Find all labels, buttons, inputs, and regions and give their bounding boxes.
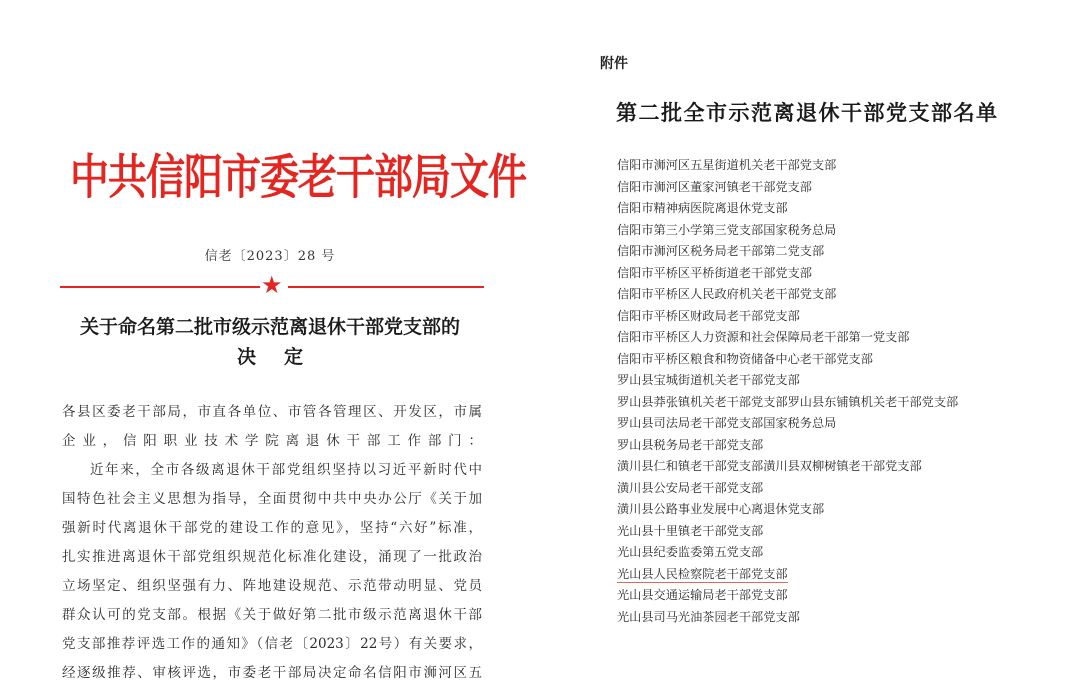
list-item: 光山县十里镇老干部党支部 — [617, 523, 764, 538]
list-item: 罗山县税务局老干部党支部 — [617, 437, 764, 452]
list-item: 信阳市浉河区董家河镇老干部党支部 — [617, 179, 812, 194]
attachment-list-page — [540, 0, 1080, 699]
red-divider-left — [60, 286, 260, 288]
body-line: 扎实推进离退休干部党组织规范化标准化建设，涌现了一批政治 — [62, 549, 482, 565]
list-item: 信阳市平桥区粮食和物资储备中心老干部党支部 — [617, 351, 873, 366]
branch-list — [617, 155, 1057, 628]
list-item: 信阳市平桥区人力资源和社会保障局老干部第一党支部 — [617, 330, 910, 344]
list-item: 信阳市浉河区五星街道机关老干部党支部 — [617, 158, 837, 172]
body-line: 经逐级推荐、审核评选，市委老干部局决定命名信阳市浉河区五 — [62, 665, 482, 681]
body-line: 强新时代离退休干部党的建设工作的意见》，坚持“六好”标准， — [62, 520, 482, 536]
decision-title-second-line: 决定 — [236, 346, 331, 368]
list-item: 信阳市精神病医院离退休党支部 — [617, 201, 788, 215]
list-item: 光山县纪委监委第五党支部 — [617, 545, 764, 559]
list-item: 潢川县公安局老干部党支部 — [617, 480, 764, 495]
list-item: 罗山县司法局老干部党支部国家税务总局 — [617, 416, 837, 430]
body-line: 各县区委老干部局，市直各单位、市管各管理区、开发区，市属 — [62, 404, 482, 420]
decision-title: 关于命名第二批市级示范离退休干部党支部的 — [79, 316, 460, 338]
body-line: 近年来，全市各级离退休干部党组织坚持以习近平新时代中 — [90, 462, 482, 478]
list-item: 信阳市平桥区人民政府机关老干部党支部 — [617, 287, 837, 301]
body-line: 群众认可的党支部。根据《关于做好第二批市级示范离退休干部 — [62, 607, 482, 623]
body-line: 企业，信阳职业技术学院离退休干部工作部门： — [62, 433, 482, 449]
list-item: 信阳市浉河区税务局老干部第二党支部 — [617, 244, 825, 258]
list-item-highlighted: 光山县人民检察院老干部党支部 — [617, 566, 788, 581]
list-item: 信阳市第三小学第三党支部国家税务总局 — [617, 222, 837, 237]
list-item: 潢川县公路事业发展中心离退休党支部 — [617, 502, 825, 516]
list-item: 信阳市平桥区财政局老干部党支部 — [617, 308, 800, 323]
body-line: 国特色社会主义思想为指导，全面贯彻中共中央办公厅《关于加 — [62, 491, 482, 507]
list-item: 罗山县莽张镇机关老干部党支部罗山县东铺镇机关老干部党支部 — [617, 394, 959, 409]
attachment-label: 附件 — [600, 56, 628, 72]
list-item: 光山县交通运输局老干部党支部 — [617, 588, 788, 602]
list-item: 潢川县仁和镇老干部党支部潢川县双柳树镇老干部党支部 — [617, 459, 922, 473]
document-number: 信老〔2023〕28 号 — [204, 249, 336, 264]
list-item: 罗山县宝城街道机关老干部党支部 — [617, 373, 800, 387]
body-line: 党支部推荐评选工作的通知》（信老〔2023〕22号）有关要求， — [62, 636, 482, 652]
list-item: 光山县司马光油茶园老干部党支部 — [617, 609, 800, 624]
list-title: 第二批全市示范离退休干部党支部名单 — [616, 100, 999, 125]
star-icon: ★ — [261, 271, 283, 299]
body-line: 立场坚定、组织坚强有力、阵地建设规范、示范带动明显、党员 — [62, 578, 482, 594]
document-header-title: 中共信阳市委老干部局文件 — [70, 149, 527, 206]
red-divider-right — [288, 286, 484, 288]
list-item: 信阳市平桥区平桥街道老干部党支部 — [617, 265, 812, 280]
